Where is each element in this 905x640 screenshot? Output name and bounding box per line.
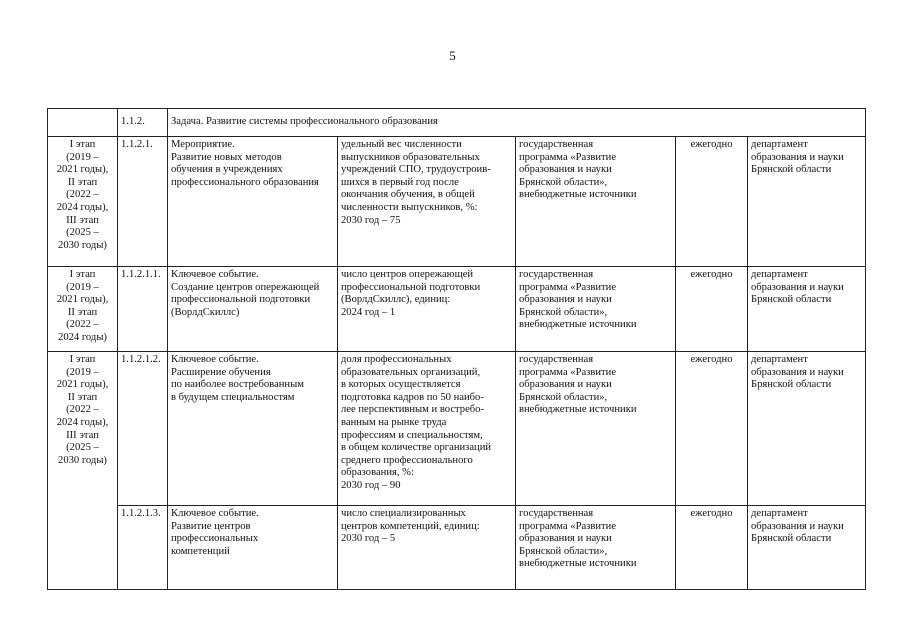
task-row [48,109,866,137]
table-row [48,137,866,267]
indicator-cell: число специализированных центров компетенций, единиц: 2030 год – 5 [338,506,516,590]
frequency-cell: ежегодно [676,137,748,267]
stage-cell: I этап (2019 – 2021 годы), II этап (2022 – 2024 годы), III этап (2025 – 2030 годы) [48,137,118,267]
code-cell: 1.1.2.1.2. [118,352,168,506]
source-cell: государственная программа «Развитие образования и науки Брянской области», внебюджетные источники [516,267,676,352]
stage-cell: I этап (2019 – 2021 годы), II этап (2022 – 2024 годы), III этап (2025 – 2030 годы) [48,352,118,590]
source-cell: государственная программа «Развитие образования и науки Брянской области», внебюджетные источники [516,352,676,506]
executor-cell: департамент образования и науки Брянской области [748,267,866,352]
event-cell: Ключевое событие. Развитие центров профессиональных компетенций [168,506,338,590]
indicator-cell: доля профессиональных образовательных организаций, в которых осуществляется подготовка кадров по 50 наибо- лее перспективным и востребо- ванным на рынке труда профессиям и специальностям, в общем количестве организаций среднего профессионального образования, %: 2030 год – 90 [338,352,516,506]
task-title: Задача. Развитие системы профессионального образования [168,109,866,137]
table-row [48,352,866,506]
stage-cell-empty [48,109,118,137]
executor-cell: департамент образования и науки Брянской области [748,137,866,267]
indicator-cell: число центров опережающей профессиональной подготовки (ВорлдСкиллс), единиц: 2024 год – 1 [338,267,516,352]
frequency-cell: ежегодно [676,267,748,352]
task-code: 1.1.2. [118,109,168,137]
event-cell: Ключевое событие. Расширение обучения по наиболее востребованным в будущем специальностям [168,352,338,506]
stage-cell: I этап (2019 – 2021 годы), II этап (2022 – 2024 годы) [48,267,118,352]
executor-cell: департамент образования и науки Брянской области [748,352,866,506]
frequency-cell: ежегодно [676,506,748,590]
page-number: 5 [449,48,456,63]
plan-table [47,108,866,590]
event-cell: Мероприятие. Развитие новых методов обучения в учреждениях профессионального образования [168,137,338,267]
code-cell: 1.1.2.1.1. [118,267,168,352]
source-cell: государственная программа «Развитие образования и науки Брянской области», внебюджетные источники [516,137,676,267]
table-row [48,506,866,590]
source-cell: государственная программа «Развитие образования и науки Брянской области», внебюджетные источники [516,506,676,590]
table-row [48,267,866,352]
code-cell: 1.1.2.1. [118,137,168,267]
executor-cell: департамент образования и науки Брянской области [748,506,866,590]
event-cell: Ключевое событие. Создание центров опережающей профессиональной подготовки (ВорлдСкиллс) [168,267,338,352]
code-cell: 1.1.2.1.3. [118,506,168,590]
frequency-cell: ежегодно [676,352,748,506]
indicator-cell: удельный вес численности выпускников образовательных учреждений СПО, трудоустроив- шихся в первый год после окончания обучения, в общей численности выпускников, %: 2030 год – 75 [338,137,516,267]
